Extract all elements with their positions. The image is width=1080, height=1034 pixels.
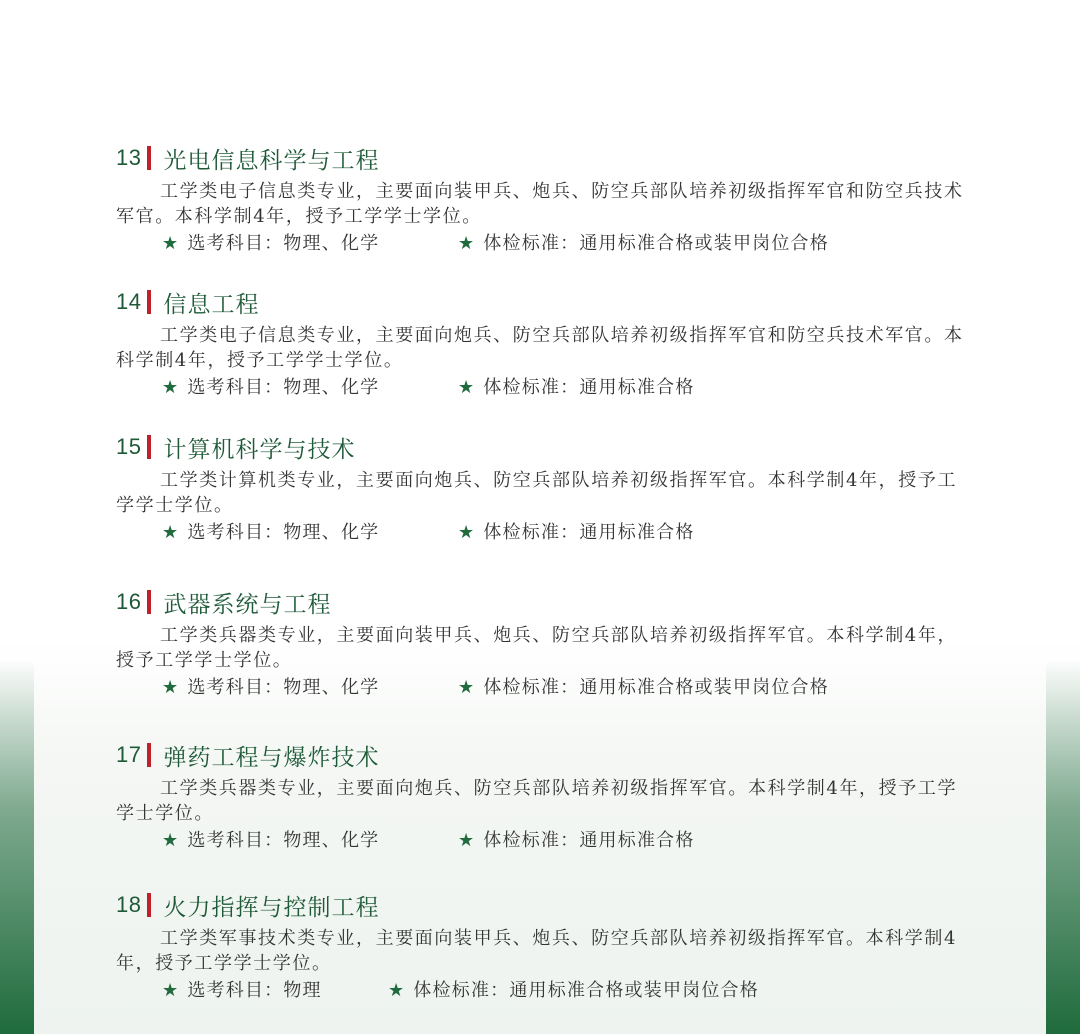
subjects-text: 选考科目：物理、化学 (187, 830, 380, 851)
major-heading (116, 287, 966, 317)
major-title: 计算机科学与技术 (163, 436, 356, 463)
major-heading (116, 432, 966, 462)
major-entry (116, 587, 966, 701)
heading-divider-bar (147, 290, 151, 314)
major-number: 16 (116, 589, 142, 614)
physical-requirement (458, 231, 829, 257)
major-title: 武器系统与工程 (163, 591, 332, 618)
heading-divider-bar (147, 435, 151, 459)
major-requirements (116, 828, 966, 854)
subjects-text: 选考科目：物理、化学 (187, 522, 380, 543)
major-requirements (116, 978, 966, 1004)
physical-text: 体检标准：通用标准合格 (483, 377, 695, 398)
star-icon: ★ (458, 377, 476, 398)
major-entry (116, 287, 966, 401)
subjects-text: 选考科目：物理、化学 (187, 377, 380, 398)
subjects-requirement (162, 231, 458, 257)
star-icon: ★ (162, 233, 180, 254)
physical-text: 体检标准：通用标准合格或装甲岗位合格 (413, 980, 759, 1001)
major-number: 13 (116, 145, 142, 170)
major-number: 17 (116, 742, 142, 767)
major-number: 15 (116, 434, 142, 459)
physical-requirement (458, 828, 695, 854)
physical-text: 体检标准：通用标准合格 (483, 522, 695, 543)
major-heading (116, 740, 966, 770)
major-description: 工学类军事技术类专业，主要面向装甲兵、炮兵、防空兵部队培养初级指挥军官。本科学制4年，授予工学学士学位。 (116, 928, 958, 974)
heading-divider-bar (147, 893, 151, 917)
star-icon: ★ (162, 677, 180, 698)
major-title: 信息工程 (163, 291, 260, 318)
heading-divider-bar (147, 590, 151, 614)
star-icon: ★ (388, 980, 406, 1001)
physical-requirement (458, 520, 695, 546)
major-requirements (116, 231, 966, 257)
major-title: 弹药工程与爆炸技术 (163, 744, 380, 771)
star-icon: ★ (162, 377, 180, 398)
heading-divider-bar (147, 146, 151, 170)
subjects-requirement (162, 520, 458, 546)
major-number: 14 (116, 289, 142, 314)
right-green-edge (1046, 660, 1080, 1034)
subjects-requirement (162, 828, 458, 854)
star-icon: ★ (162, 522, 180, 543)
major-description: 工学类电子信息类专业，主要面向装甲兵、炮兵、防空兵部队培养初级指挥军官和防空兵技术军官。本科学制4年，授予工学学士学位。 (116, 181, 964, 227)
star-icon: ★ (162, 980, 180, 1001)
physical-text: 体检标准：通用标准合格或装甲岗位合格 (483, 233, 829, 254)
major-entry (116, 143, 966, 257)
major-entry (116, 432, 966, 546)
subjects-text: 选考科目：物理、化学 (187, 233, 380, 254)
major-description: 工学类计算机类专业，主要面向炮兵、防空兵部队培养初级指挥军官。本科学制4年，授予工学学士学位。 (116, 470, 958, 516)
star-icon: ★ (458, 677, 476, 698)
major-heading (116, 587, 966, 617)
major-entry (116, 740, 966, 854)
major-title: 光电信息科学与工程 (163, 147, 380, 174)
major-heading (116, 890, 966, 920)
physical-requirement (388, 978, 759, 1004)
major-description: 工学类电子信息类专业，主要面向炮兵、防空兵部队培养初级指挥军官和防空兵技术军官。本科学制4年，授予工学学士学位。 (116, 325, 964, 371)
subjects-text: 选考科目：物理、化学 (187, 677, 380, 698)
subjects-requirement (162, 675, 458, 701)
major-title: 火力指挥与控制工程 (163, 894, 380, 921)
heading-divider-bar (147, 743, 151, 767)
star-icon: ★ (162, 830, 180, 851)
subjects-requirement (162, 375, 458, 401)
physical-text: 体检标准：通用标准合格 (483, 830, 695, 851)
major-description: 工学类兵器类专业，主要面向炮兵、防空兵部队培养初级指挥军官。本科学制4年，授予工学学士学位。 (116, 778, 958, 824)
star-icon: ★ (458, 830, 476, 851)
star-icon: ★ (458, 522, 476, 543)
left-green-edge (0, 660, 34, 1034)
major-requirements (116, 675, 966, 701)
major-requirements (116, 375, 966, 401)
major-number: 18 (116, 892, 142, 917)
subjects-text: 选考科目：物理 (187, 980, 322, 1001)
physical-text: 体检标准：通用标准合格或装甲岗位合格 (483, 677, 829, 698)
major-heading (116, 143, 966, 173)
major-description: 工学类兵器类专业，主要面向装甲兵、炮兵、防空兵部队培养初级指挥军官。本科学制4年，授予工学学士学位。 (116, 625, 958, 671)
major-requirements (116, 520, 966, 546)
star-icon: ★ (458, 233, 476, 254)
major-entry (116, 890, 966, 1004)
physical-requirement (458, 375, 695, 401)
subjects-requirement (162, 978, 388, 1004)
physical-requirement (458, 675, 829, 701)
